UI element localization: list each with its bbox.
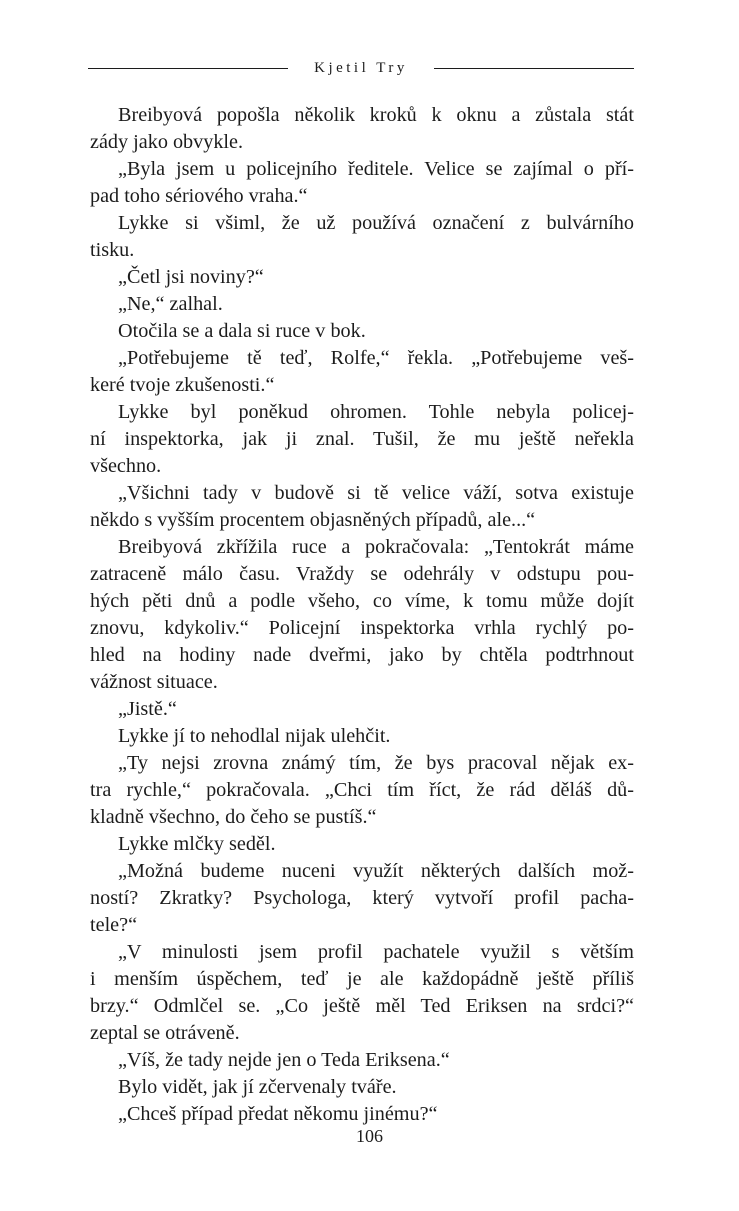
header-author-name: Kjetil Try [314, 59, 408, 76]
text-line: někdo s vyšším procentem objasněných případů, ale...“ [90, 509, 536, 531]
text-line: znovu, kdykoliv.“ Policejní inspektorka vrhla rychlý po- [90, 617, 634, 639]
text-line: zeptal se otráveně. [90, 1022, 240, 1044]
text-line: „Četl jsi noviny?“ [118, 266, 264, 288]
text-line: vážnost situace. [90, 671, 218, 693]
text-line: všechno. [90, 455, 162, 477]
text-line: „Ne,“ zalhal. [118, 293, 223, 315]
text-line: zatraceně málo času. Vraždy se odehrály v odstupu pou- [90, 563, 634, 585]
text-line: tra rychle,“ pokračovala. „Chci tím říct, že rád děláš dů- [90, 779, 634, 801]
text-line: hled na hodiny nade dveřmi, jako by chtěla podtrhnout [90, 644, 634, 666]
text-line: Lykke mlčky seděl. [118, 833, 276, 855]
text-line: Breibyová popošla několik kroků k oknu a zůstala stát [118, 104, 634, 126]
body-text [90, 102, 634, 1125]
text-line: „Potřebujeme tě teď, Rolfe,“ řekla. „Potřebujeme veš- [118, 347, 634, 369]
text-line: i menším úspěchem, teď je ale každopádně ještě příliš [90, 968, 634, 990]
text-line: „Jistě.“ [118, 698, 177, 720]
header-rule-left [88, 68, 288, 69]
text-line: „Ty nejsi zrovna známý tím, že bys pracoval nějak ex- [118, 752, 634, 774]
page-number: 106 [356, 1126, 383, 1146]
text-line: hých pěti dnů a podle všeho, co víme, k tomu může dojít [90, 590, 634, 612]
text-line: tele?“ [90, 914, 138, 936]
text-line: Lykke byl poněkud ohromen. Tohle nebyla policej- [118, 401, 634, 423]
text-line: Lykke jí to nehodlal nijak ulehčit. [118, 725, 391, 747]
text-line: kladně všechno, do čeho se pustíš.“ [90, 806, 377, 828]
text-line: Bylo vidět, jak jí zčervenaly tváře. [118, 1076, 397, 1098]
text-line: „Všichni tady v budově si tě velice váží, sotva existuje [118, 482, 634, 504]
text-line: „Byla jsem u policejního ředitele. Velice se zajímal o pří- [118, 158, 634, 180]
text-line: keré tvoje zkušenosti.“ [90, 374, 275, 396]
text-line: brzy.“ Odmlčel se. „Co ještě měl Ted Eriksen na srdci?“ [90, 995, 634, 1017]
text-line: „Chceš případ předat někomu jinému?“ [118, 1103, 438, 1125]
text-line: ností? Zkratky? Psychologa, který vytvoří profil pacha- [90, 887, 634, 909]
text-line: „V minulosti jsem profil pachatele využil s větším [118, 941, 634, 963]
text-line: Otočila se a dala si ruce v bok. [118, 320, 366, 342]
text-line: tisku. [90, 239, 135, 261]
header-rule-right [434, 68, 634, 69]
text-line: zády jako obvykle. [90, 131, 244, 153]
running-header [88, 56, 634, 80]
text-line: Lykke si všiml, že už používá označení z bulvárního [118, 212, 634, 234]
text-line: ní inspektorka, jak ji znal. Tušil, že mu ještě neřekla [90, 428, 634, 450]
text-line: „Víš, že tady nejde jen o Teda Eriksena.“ [118, 1049, 450, 1071]
text-line: pad toho sériového vraha.“ [90, 185, 308, 207]
text-line: „Možná budeme nuceni využít některých dalších mož- [118, 860, 634, 882]
text-line: Breibyová zkřížila ruce a pokračovala: „Tentokrát máme [118, 536, 634, 558]
